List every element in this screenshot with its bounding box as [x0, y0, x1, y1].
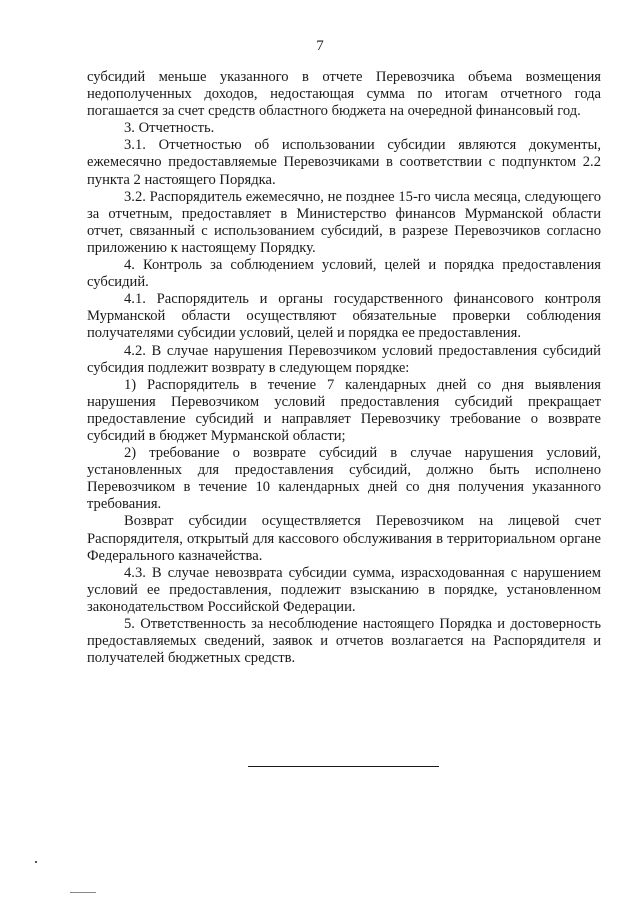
page-number: 7 — [316, 38, 324, 54]
clause-4-2-item-2: 2) требование о возврате субсидий в случае нарушения условий, установленных для предоставления субсидий, должно быть исполнено Перевозчиком в течение 10 календарных дней со дня получения указанного требования. — [87, 445, 601, 513]
clause-4-3: 4.3. В случае невозврата субсидии сумма, израсходованная с нарушением условий ее предоставления, подлежит взысканию в порядке, установленном законодательством Российской Федерации. — [87, 564, 601, 615]
clause-4-2-item-1: 1) Распорядитель в течение 7 календарных дней со дня выявления нарушения Перевозчиком условий предоставления субсидий прекращает предоставление субсидий и направляет Перевозчику требование о возврате субсидий в бюджет Мурманской области; — [87, 376, 601, 444]
section-3-heading: 3. Отчетность. — [124, 120, 215, 137]
section-5: 5. Ответственность за несоблюдение настоящего Порядка и достоверность предоставляемых сведений, заявок и отчетов возлагается на Распорядителя и получателей бюджетных средств. — [87, 616, 601, 667]
scan-artifact — [35, 861, 37, 863]
closing-rule — [248, 766, 439, 767]
section-4-heading: 4. Контроль за соблюдением условий, целей и порядка предоставления субсидий. — [87, 257, 601, 291]
scan-artifact — [70, 892, 96, 893]
paragraph-continuation: субсидий меньше указанного в отчете Перевозчика объема возмещения недополученных доходов, недостающая сумма по итогам отчетного года погашается за счет средств областного бюджета на очередной финансовый год. — [87, 69, 601, 120]
clause-4-2: 4.2. В случае нарушения Перевозчиком условий предоставления субсидий субсидия подлежит возврату в следующем порядке: — [87, 342, 601, 376]
document-body — [87, 69, 601, 667]
refund-paragraph: Возврат субсидии осуществляется Перевозчиком на лицевой счет Распорядителя, открытый для кассового обслуживания в территориальном органе Федерального казначейства. — [87, 513, 601, 564]
clause-3-2: 3.2. Распорядитель ежемесячно, не позднее 15-го числа месяца, следующего за отчетным, предоставляет в Министерство финансов Мурманской области отчет, связанный с использованием субсидий, в разрезе Перевозчиков согласно приложению к настоящему Порядку. — [87, 188, 601, 256]
clause-4-1: 4.1. Распорядитель и органы государственного финансового контроля Мурманской области осуществляют обязательные проверки соблюдения получателями субсидии условий, целей и порядка ее предоставления. — [87, 291, 601, 342]
clause-3-1: 3.1. Отчетностью об использовании субсидии являются документы, ежемесячно предоставляемые Перевозчиками в соответствии с подпунктом 2.2 пункта 2 настоящего Порядка. — [87, 137, 601, 188]
